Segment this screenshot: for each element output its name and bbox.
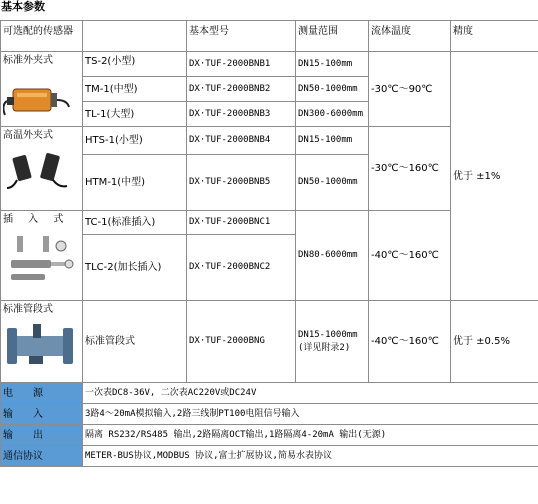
group-std-pipe <box>1 301 83 383</box>
temp-range-4: -40℃～160℃ <box>369 301 451 383</box>
row-range: DN50-1000mm <box>296 155 369 211</box>
spec-key: 输 出 <box>1 425 83 446</box>
insert-range: DN80-6000mm <box>296 211 369 301</box>
insertion-sensor-icon <box>3 230 77 286</box>
spec-value: 一次表DC8-36V, 二次表AC220V或DC24V <box>83 383 538 404</box>
header-sensor: 可选配的传感器 <box>1 21 83 52</box>
row-model: DX·TUF-2000BNC1 <box>187 211 296 235</box>
row-name: HTM-1(中型) <box>83 155 187 211</box>
group-std-pipe-label: 标准管段式 <box>3 304 53 315</box>
row-name: TM-1(中型) <box>83 77 187 102</box>
section-title: 基本参数 <box>1 0 45 13</box>
clamp-sensor-icon <box>3 71 77 121</box>
group-insertion <box>1 211 83 301</box>
group-high-temp <box>1 127 83 211</box>
row-model: DX·TUF-2000BNB2 <box>187 77 296 102</box>
header-range: 测量范围 <box>296 21 369 52</box>
spec-row-output <box>1 425 538 446</box>
spec-key: 电 源 <box>1 383 83 404</box>
row-model: DX·TUF-2000BNB5 <box>187 155 296 211</box>
header-model: 基本型号 <box>187 21 296 52</box>
high-temp-sensor-icon <box>3 146 77 190</box>
row-range: DN50-1000mm <box>296 77 369 102</box>
spec-row-power <box>1 383 538 404</box>
temp-range-2: -30℃～160℃ <box>369 127 451 211</box>
table-row <box>1 301 538 383</box>
spec-key: 输 入 <box>1 404 83 425</box>
spec-table <box>0 20 538 467</box>
header-accuracy: 精度 <box>451 21 538 52</box>
temp-range-3: -40℃～160℃ <box>369 211 451 301</box>
row-range: DN300-6000mm <box>296 102 369 127</box>
spec-value: METER-BUS协议,MODBUS 协议,富士扩展协议,简易水表协议 <box>83 446 538 467</box>
group-high-temp-label: 高温外夹式 <box>3 130 53 141</box>
row-model: DX·TUF-2000BNG <box>187 301 296 383</box>
group-insertion-label: 插 入 式 <box>3 214 70 225</box>
row-range: DN15-100mm <box>296 52 369 77</box>
spec-value: 3路4～20mA模拟输入,2路三线制PT100电阻信号输入 <box>83 404 538 425</box>
spec-value: 隔离 RS232/RS485 输出,2路隔离OCT输出,1路隔离4-20mA 输出(无源) <box>83 425 538 446</box>
row-name: 标准管段式 <box>83 301 187 383</box>
accuracy-2: 优于 ±0.5% <box>451 301 538 383</box>
row-name: TL-1(大型) <box>83 102 187 127</box>
row-name: TLC-2(加长插入) <box>83 235 187 301</box>
row-model: DX·TUF-2000BNC2 <box>187 235 296 301</box>
row-model: DX·TUF-2000BNB3 <box>187 102 296 127</box>
row-name: TC-1(标准插入) <box>83 211 187 235</box>
row-range-note: (详见附录2) <box>298 342 351 353</box>
pipe-section-icon <box>3 320 77 370</box>
spec-key: 通信协议 <box>1 446 83 467</box>
spec-row-input <box>1 404 538 425</box>
row-model: DX·TUF-2000BNB1 <box>187 52 296 77</box>
spec-row-protocol <box>1 446 538 467</box>
row-model: DX·TUF-2000BNB4 <box>187 127 296 155</box>
header-row <box>1 21 538 52</box>
group-std-clamp-label: 标准外夹式 <box>3 55 53 66</box>
row-range: DN15-1000mm <box>298 329 358 340</box>
header-temp: 流体温度 <box>369 21 451 52</box>
row-name: TS-2(小型) <box>83 52 187 77</box>
accuracy-1: 优于 ±1% <box>451 52 538 301</box>
group-std-clamp <box>1 52 83 127</box>
row-name: HTS-1(小型) <box>83 127 187 155</box>
row-range: DN15-100mm <box>296 127 369 155</box>
table-row <box>1 52 538 77</box>
temp-range-1: -30℃～90℃ <box>369 52 451 127</box>
